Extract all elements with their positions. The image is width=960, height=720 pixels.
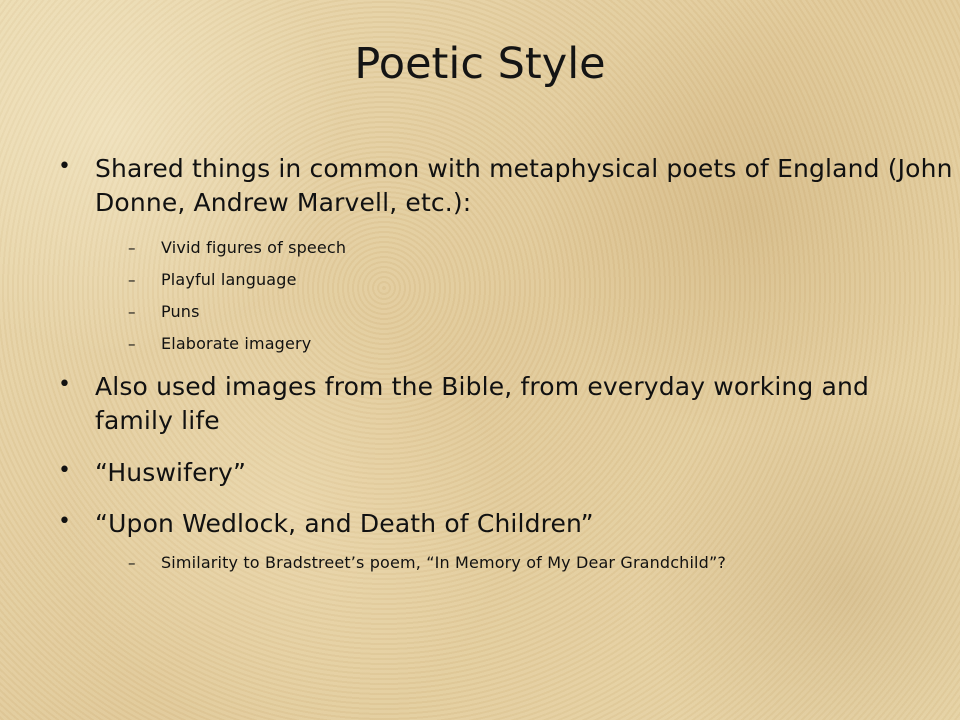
bullet-text-huswifery: “Huswifery” [95, 458, 247, 487]
bullet-marker: • [58, 458, 71, 483]
bullet-marker: • [58, 372, 71, 397]
subbullet-text-puns: Puns [161, 302, 200, 321]
subbullet-marker: – [128, 271, 136, 289]
subbullet-marker: – [128, 239, 136, 257]
bullet-text-metaphysical: Shared things in common with metaphysical poets of England (John Donne, Andrew Marvell, etc.): [95, 154, 953, 217]
slide-title: Poetic Style [354, 39, 606, 89]
bullet-text-upon-wedlock: “Upon Wedlock, and Death of Children” [95, 509, 594, 538]
bullet-text-bible-images: Also used images from the Bible, from everyday working and family life [95, 372, 870, 435]
subbullet-text-bradstreet: Similarity to Bradstreet’s poem, “In Memory of My Dear Grandchild”? [161, 553, 727, 572]
subbullet-marker: – [128, 554, 136, 572]
bullet-marker: • [58, 154, 71, 179]
subbullet-marker: – [128, 335, 136, 353]
subbullet-text-imagery: Elaborate imagery [161, 334, 312, 353]
subbullet-text-figures: Vivid figures of speech [161, 238, 347, 257]
bullet-marker: • [58, 509, 71, 534]
subbullet-text-playful: Playful language [161, 270, 297, 289]
subbullet-marker: – [128, 303, 136, 321]
